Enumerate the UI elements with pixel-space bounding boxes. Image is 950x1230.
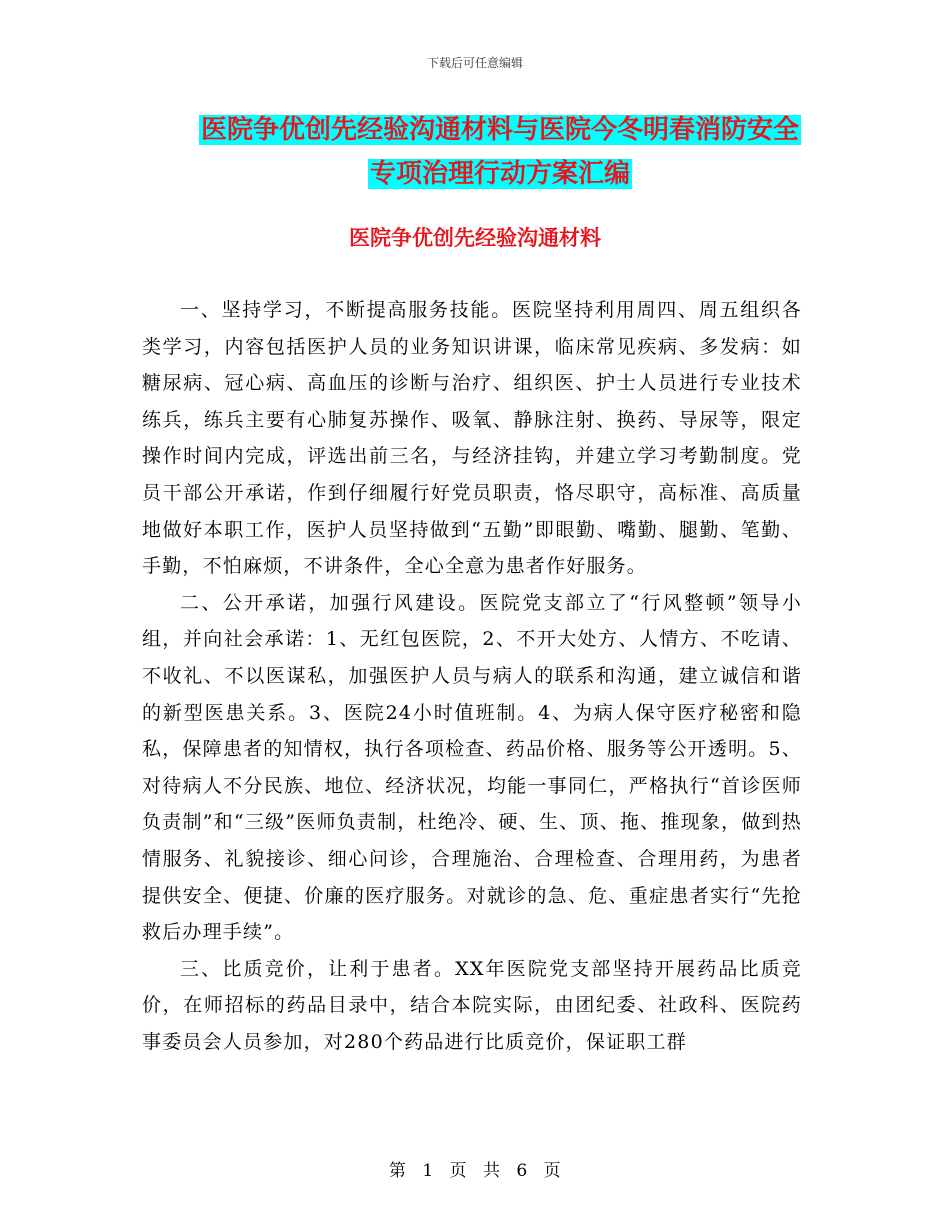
document-body — [142, 292, 802, 1060]
header-note: 下载后可任意编辑 — [426, 56, 523, 70]
footer-di: 第 — [388, 1161, 407, 1181]
section-title: 医院争优创先经验沟通材料 — [349, 225, 601, 250]
footer-ye: 页 — [449, 1161, 468, 1181]
footer-ye2: 页 — [543, 1161, 562, 1181]
paragraph-1: 一、坚持学习，不断提高服务技能。医院坚持利用周四、周五组织各类学习，内容包括医护人员的业务知识讲课，临床常见疾病、多发病：如糖尿病、冠心病、高血压的诊断与治疗、组织医、护士人员进行专业技术练兵，练兵主要有心肺复苏操作、吸氧、静脉注射、换药、导尿等，限定操作时间内完成，评选出前三名，与经济挂钩，并建立学习考勤制度。党员干部公开承诺，作到仔细履行好党员职责，恪尽职守，高标准、高质量地做好本职工作，医护人员坚持做到“五勤”即眼勤、嘴勤、腿勤、笔勤、手勤，不怕麻烦，不讲条件，全心全意为患者作好服务。 — [142, 299, 802, 578]
paragraph-3: 三、比质竞价，让利于患者。XX年医院党支部坚持开展药品比质竞价，在师招标的药品目录中，结合本院实际，由团纪委、社政科、医院药事委员会人员参加，对280个药品进行比质竞价，保证职工群 — [142, 957, 802, 1053]
footer-gong: 共 — [482, 1161, 501, 1181]
title-line-1: 医院争优创先经验沟通材料与医院今冬明春消防安全 — [200, 115, 799, 145]
page-footer — [0, 1156, 950, 1181]
paragraph-2: 二、公开承诺，加强行风建设。医院党支部立了“行风整顿”领导小组，并向社会承诺：1、无红包医院，2、不开大处方、人情方、不吃请、不收礼、不以医谋私，加强医护人员与病人的联系和沟通，建立诚信和谐的新型医患关系。3、医院24小时值班制。4、为病人保守医疗秘密和隐私，保障患者的知情权，执行各项检查、药品价格、服务等公开透明。5、对待病人不分民族、地位、经济状况，均能一事同仁，严格执行“首诊医师负责制”和“三级”医师负责制，杜绝冷、硬、生、顶、拖、推现象，做到热情服务、礼貌接诊、细心问诊，合理施治、合理检查、合理用药，为患者提供安全、便捷、价廉的医疗服务。对就诊的急、危、重症患者实行“先抢救后办理手续”。 — [142, 591, 802, 944]
footer-total-pages: 6 — [516, 1161, 528, 1181]
footer-page-number: 1 — [422, 1161, 434, 1181]
title-line-2: 专项治理行动方案汇编 — [369, 159, 630, 189]
document-title — [150, 108, 850, 196]
